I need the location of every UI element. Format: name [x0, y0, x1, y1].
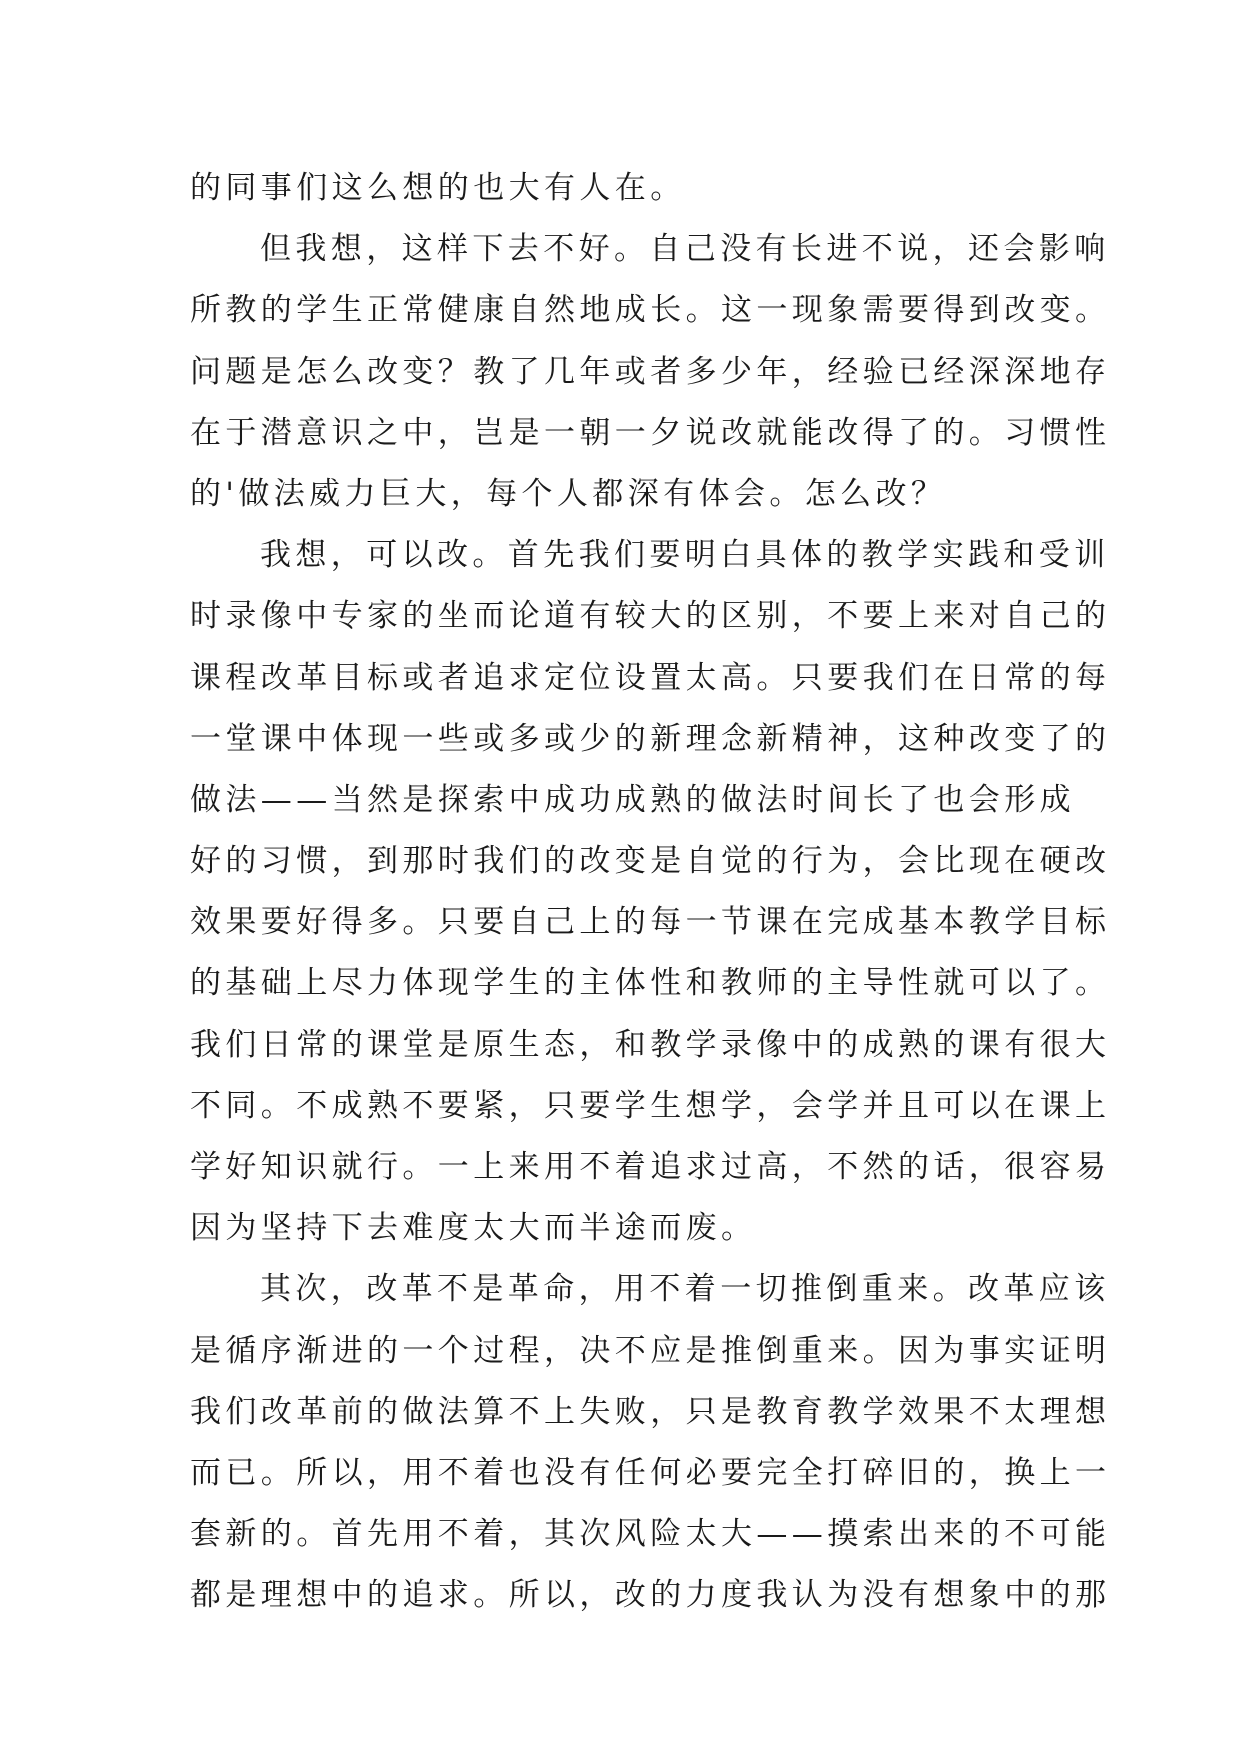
text-line: 的同事们这么想的也大有人在。	[190, 170, 686, 206]
text-line: 问题是怎么改变？教了几年或者多少年，经验已经深深地存	[190, 353, 1111, 390]
body-text	[190, 158, 1111, 1627]
text-line: 时录像中专家的坐而论道有较大的区别，不要上来对自己的	[190, 598, 1111, 635]
text-line: 课程改革目标或者追求定位设置太高。只要我们在日常的每	[190, 659, 1111, 696]
text-line: 是循序渐进的一个过程，决不应是推倒重来。因为事实证明	[190, 1332, 1111, 1369]
text-line: 而已。所以，用不着也没有任何必要完全打碎旧的，换上一	[190, 1454, 1111, 1491]
text-line: 因为坚持下去难度太大而半途而废。	[190, 1210, 757, 1247]
text-line: 学好知识就行。一上来用不着追求过高，不然的话，很容易	[190, 1149, 1111, 1185]
text-line: 套新的。首先用不着，其次风险太大——摸索出来的不可能	[190, 1516, 1111, 1553]
text-line-paragraph-start: 我想，可以改。首先我们要明白具体的教学实践和受训	[260, 537, 1110, 574]
text-line: 在于潜意识之中，岂是一朝一夕说改就能改得了的。习惯性	[190, 414, 1111, 451]
text-line: 一堂课中体现一些或多或少的新理念新精神，这种改变了的	[190, 720, 1111, 757]
text-line: 不同。不成熟不要紧，只要学生想学，会学并且可以在课上	[190, 1087, 1111, 1124]
text-line: 好的习惯，到那时我们的改变是自觉的行为，会比现在硬改	[190, 843, 1111, 880]
text-line: 我们日常的课堂是原生态，和教学录像中的成熟的课有很大	[190, 1026, 1111, 1063]
text-line: 的基础上尽力体现学生的主体性和教师的主导性就可以了。	[190, 965, 1111, 1002]
text-line: 做法——当然是探索中成功成熟的做法时间长了也会形成	[190, 781, 1075, 818]
text-line: 效果要好得多。只要自己上的每一节课在完成基本教学目标	[190, 904, 1111, 941]
text-line-paragraph-start: 但我想，这样下去不好。自己没有长进不说，还会影响	[260, 231, 1110, 268]
text-line: 都是理想中的追求。所以，改的力度我认为没有想象中的那	[190, 1577, 1111, 1614]
text-line-paragraph-start: 其次，改革不是革命，用不着一切推倒重来。改革应该	[260, 1271, 1110, 1308]
text-line: 我们改革前的做法算不上失败，只是教育教学效果不太理想	[190, 1393, 1111, 1430]
text-line: 的'做法威力巨大，每个人都深有体会。怎么改？	[190, 475, 947, 512]
text-line: 所教的学生正常健康自然地成长。这一现象需要得到改变。	[190, 292, 1111, 329]
